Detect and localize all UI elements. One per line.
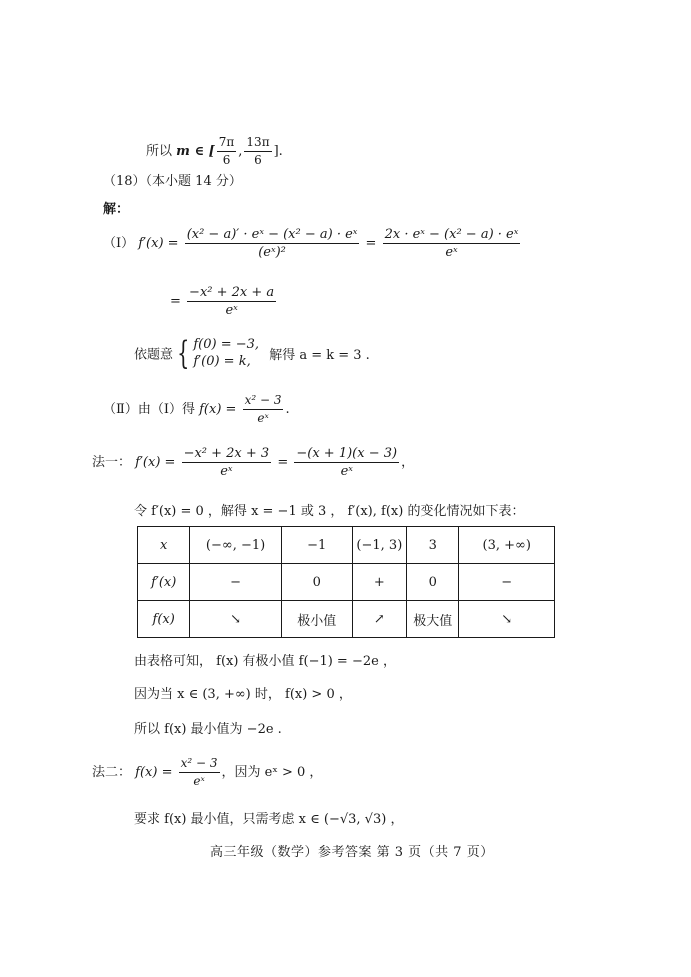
table-cell: −1 (281, 527, 352, 564)
cond-system (193, 336, 259, 370)
frac-denominator: 6 (254, 153, 262, 167)
table-cell: − (190, 564, 281, 601)
frac-numerator: −(x + 1)(x − 3) (296, 446, 398, 461)
deriv-frac3 (187, 284, 276, 319)
table-cell: + (352, 564, 406, 601)
table-row (138, 601, 555, 638)
m2-lhs: f(x) = (135, 765, 173, 780)
frac-denominator: eˣ (340, 464, 353, 479)
f-frac (243, 392, 284, 427)
m1-lhs: f′(x) = (135, 455, 176, 470)
table-cell: 0 (281, 564, 352, 601)
table-cell: f(x) (138, 601, 190, 638)
method2-label: 法二： (92, 765, 132, 780)
table-cell: ↗ (352, 601, 406, 638)
deriv-simplified-line: = $\frac{\text{−x² + 2x + a}}{\text{eˣ}}$ (170, 285, 275, 318)
table-row (138, 564, 555, 601)
method2-line2: 要求 f(x) 最小值，只需考虑 x ∈ (−√3, √3) ， (134, 812, 404, 827)
part1-derivative-line: （Ⅰ） f′(x) = $\frac{\text{(x² − a)′ · eˣ − (x² − a) · eˣ}}{\text{(eˣ)²}}$ = $\frac{\text{2x · eˣ − (x² − a) · eˣ}}{\text{eˣ}}$ (103, 227, 519, 260)
frac-denominator: eˣ (445, 245, 458, 260)
frac-denominator: eˣ (193, 774, 205, 788)
method2-line (92, 755, 322, 790)
condition-line (134, 336, 370, 370)
frac-numerator: −x² + 2x + 3 (183, 446, 270, 461)
table-cell: (3, +∞) (459, 527, 555, 564)
table-cell: x (138, 527, 190, 564)
cond-prefix: 依题意 (134, 347, 174, 363)
m2-frac (179, 755, 220, 790)
table-cell: ↘ (459, 601, 555, 638)
m-range-line: 所以 m ∈ [ $\frac{7\pi}{6}$ , $\frac{13\pi}{6}$ ]. (146, 135, 283, 167)
frac-denominator: eˣ (257, 411, 269, 425)
deriv-frac2 (383, 226, 521, 261)
deriv-frac1 (185, 226, 360, 261)
m1-frac1 (182, 445, 272, 480)
m-range-expr: m ∈ [ (176, 144, 215, 159)
m-range-frac1 (217, 134, 237, 169)
method1-line: 法一： f′(x) = $\frac{\text{−x² + 2x + 3}}{\text{eˣ}}$ = $\frac{-(x + 1)(x - 3)}{\text{eˣ}}$ ， (92, 446, 415, 479)
table-cell: − (459, 564, 555, 601)
frac-denominator: (eˣ)² (258, 245, 286, 260)
part2-label: （Ⅱ）由（Ⅰ）得 (103, 402, 195, 417)
m1-frac2 (294, 445, 399, 480)
table-cell: 极大值 (407, 601, 459, 638)
frac-denominator: eˣ (220, 464, 233, 479)
table-cell: ↘ (190, 601, 281, 638)
frac-numerator: 13π (244, 134, 271, 152)
variation-table (137, 526, 555, 638)
m-range-prefix: 所以 (146, 144, 173, 159)
table-row (138, 527, 555, 564)
table-cell: 极小值 (281, 601, 352, 638)
frac-numerator: −x² + 2x + a (189, 285, 275, 300)
table-cell: f′(x) (138, 564, 190, 601)
problem-header: （18）（本小题 14 分） (103, 174, 242, 189)
frac-numerator: x² − 3 (243, 392, 284, 410)
conclusion2: 因为当 x ∈ (3, +∞) 时， f(x) > 0 ， (134, 687, 352, 702)
frac-numerator: 2x · eˣ − (x² − a) · eˣ (384, 227, 519, 242)
method1-label: 法一： (92, 455, 132, 470)
cond-result: 解得 a = k = 3 . (269, 347, 370, 363)
critical-text: 令 f′(x) = 0 ，解得 x = −1 或 3 ， f′(x), f(x) 的变化情况如下表： (134, 504, 525, 519)
conclusion3: 所以 f(x) 最小值为 −2e . (134, 722, 282, 737)
frac-denominator: 6 (222, 153, 231, 167)
m-range-suffix: ]. (273, 144, 283, 159)
page-footer: 高三年级（数学）参考答案 第 3 页（共 7 页） (210, 845, 494, 860)
frac-numerator: x² − 3 (179, 755, 220, 773)
table-cell: 0 (407, 564, 459, 601)
left-brace: { (177, 334, 190, 372)
frac-denominator: eˣ (225, 303, 238, 318)
deriv-lhs: f′(x) = (138, 236, 179, 251)
table-cell: (−∞, −1) (190, 527, 281, 564)
part1-label: （Ⅰ） (103, 236, 135, 251)
table-cell: (−1, 3) (352, 527, 406, 564)
m2-suffix: ，因为 eˣ > 0 ， (221, 765, 323, 780)
part2-line: （Ⅱ）由（Ⅰ）得 f(x) = $\frac{\text{x² − 3}}{\text{eˣ}}$ . (103, 393, 290, 425)
conclusion1: 由表格可知， f(x) 有极小值 f(−1) = −2e ， (134, 654, 396, 669)
frac-numerator: 7π (217, 134, 237, 152)
f-lhs: f(x) = (199, 402, 237, 417)
table-cell: 3 (407, 527, 459, 564)
cond-line1: f(0) = −3, (193, 337, 260, 352)
cond-line2: f′(0) = k, (193, 354, 251, 369)
frac-numerator: (x² − a)′ · eˣ − (x² − a) · eˣ (186, 227, 358, 242)
solution-label: 解： (103, 202, 130, 217)
m-range-frac2 (244, 134, 271, 169)
